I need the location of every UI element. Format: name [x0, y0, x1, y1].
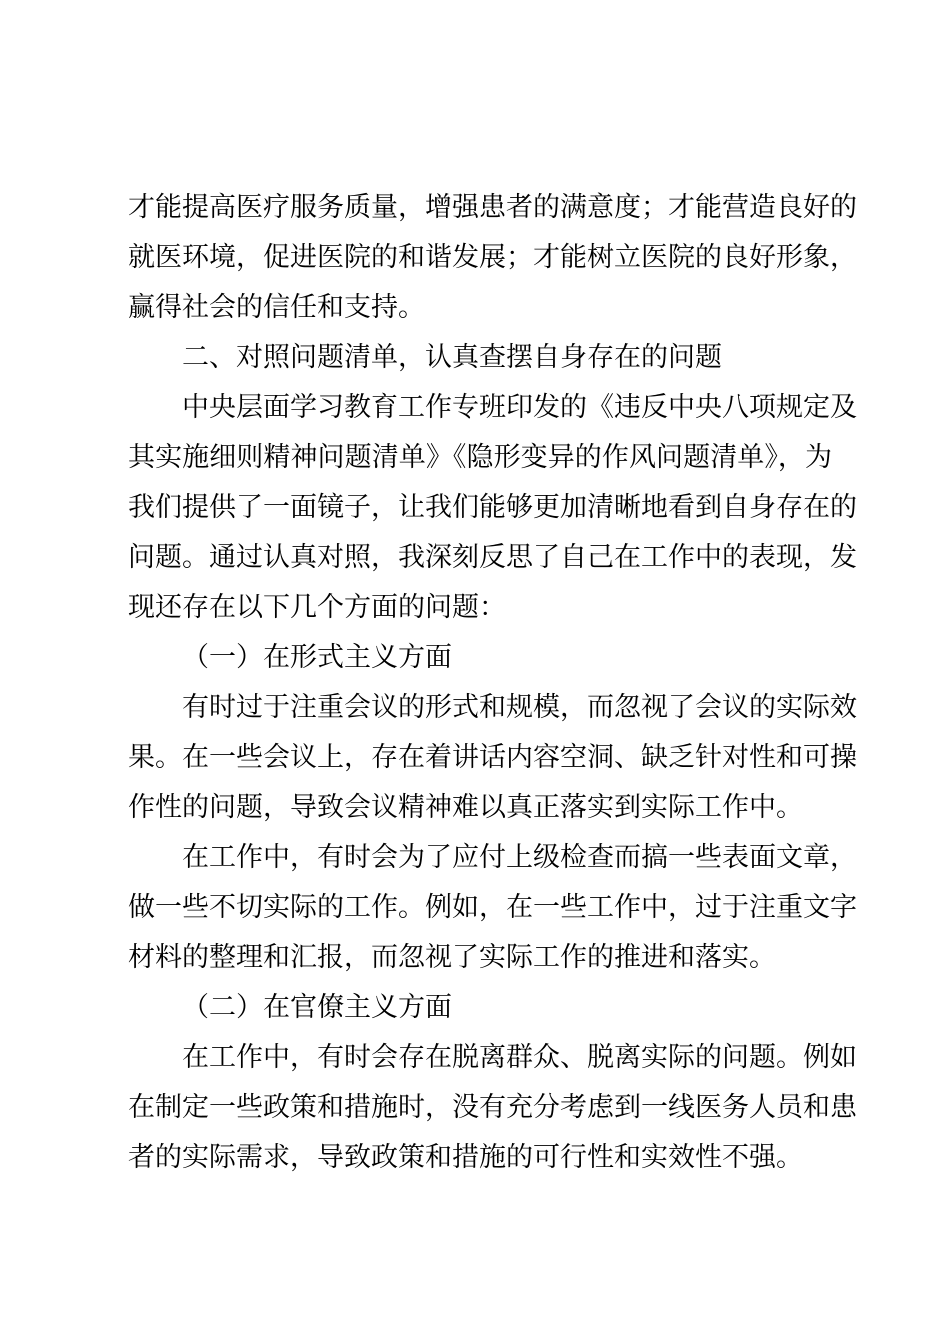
paragraph-line: 有时过于注重会议的形式和规模，而忽视了会议的实际效: [182, 692, 857, 723]
section-heading: 二、对照问题清单，认真查摆自身存在的问题: [182, 342, 722, 373]
paragraph-line: 者的实际需求，导致政策和措施的可行性和实效性不强。: [128, 1142, 803, 1173]
paragraph-line: 作性的问题，导致会议精神难以真正落实到实际工作中。: [128, 792, 803, 823]
paragraph-line: 其实施细则精神问题清单》《隐形变异的作风问题清单》，为: [128, 442, 832, 473]
paragraph-line: 中央层面学习教育工作专班印发的《违反中央八项规定及: [182, 392, 857, 423]
paragraph-line: 赢得社会的信任和支持。: [128, 292, 425, 323]
paragraph-line: 我们提供了一面镜子，让我们能够更加清晰地看到自身存在的: [128, 492, 857, 523]
paragraph-line: 现还存在以下几个方面的问题：: [128, 592, 506, 623]
paragraph-line: 在制定一些政策和措施时，没有充分考虑到一线医务人员和患: [128, 1092, 857, 1123]
paragraph-line: 果。在一些会议上，存在着讲话内容空洞、缺乏针对性和可操: [128, 742, 857, 773]
document-page: [128, 183, 857, 1183]
subsection-heading: （二）在官僚主义方面: [182, 992, 452, 1023]
paragraph-line: 就医环境，促进医院的和谐发展；才能树立医院的良好形象，: [128, 242, 857, 273]
paragraph-line: 问题。通过认真对照，我深刻反思了自己在工作中的表现，发: [128, 542, 857, 573]
paragraph-line: 做一些不切实际的工作。例如，在一些工作中，过于注重文字: [128, 892, 857, 923]
paragraph-line: 才能提高医疗服务质量，增强患者的满意度；才能营造良好的: [128, 192, 857, 223]
subsection-heading: （一）在形式主义方面: [182, 642, 452, 673]
paragraph-line: 在工作中，有时会存在脱离群众、脱离实际的问题。例如: [182, 1042, 857, 1073]
paragraph-line: 材料的整理和汇报，而忽视了实际工作的推进和落实。: [128, 942, 776, 973]
paragraph-line: 在工作中，有时会为了应付上级检查而搞一些表面文章，: [182, 842, 857, 873]
